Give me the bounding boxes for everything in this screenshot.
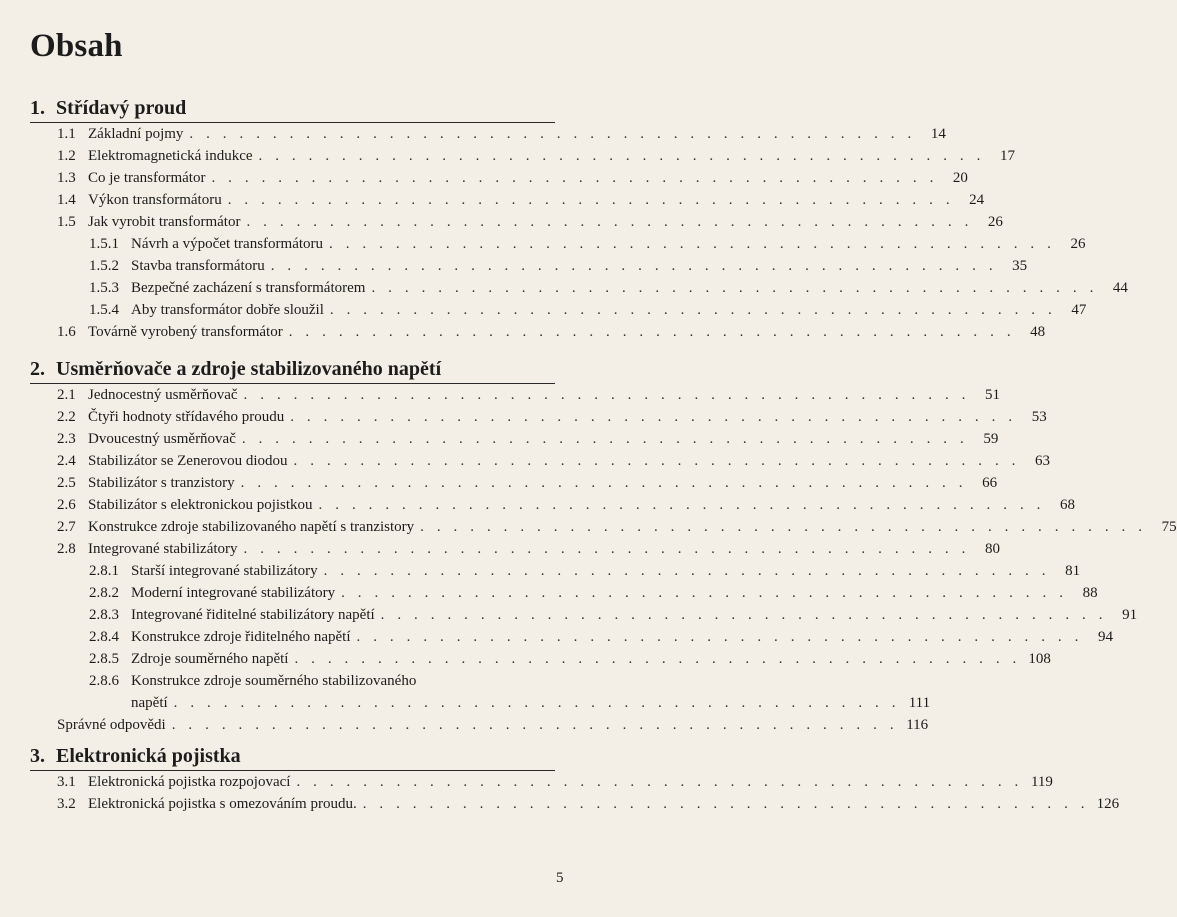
entry-label: Integrované stabilizátory	[88, 541, 238, 557]
dot-leader: . . . . . . . . . . . . . . . . . . . . . . . . . . . . . . . . . . . . . . . . . . . .	[371, 280, 1098, 296]
toc-entry[interactable]	[57, 168, 968, 188]
toc-entry[interactable]	[57, 407, 1047, 427]
toc-entry[interactable]	[89, 278, 1128, 298]
entry-label: Co je transformátor	[88, 170, 206, 186]
entry-number: 1.3	[57, 170, 76, 186]
entry-label: Konstrukce zdroje řiditelného napětí	[131, 629, 351, 645]
entry-page: 53	[1031, 409, 1047, 425]
entry-page: 91	[1122, 607, 1138, 623]
toc-entry[interactable]	[89, 605, 1138, 625]
chapter-rule	[30, 383, 555, 384]
dot-leader: . . . . . . . . . . . . . . . . . . . . . . . . . . . . . . . . . . . . . . . . . . . .	[227, 192, 955, 208]
entry-page: 17	[999, 148, 1015, 164]
chapter-rule	[30, 122, 555, 123]
dot-leader: . . . . . . . . . . . . . . . . . . . . . . . . . . . . . . . . . . . . . . . . . . . .	[290, 409, 1017, 425]
entry-page: 47	[1071, 302, 1087, 318]
entry-page: 63	[1035, 453, 1050, 469]
entry-page: 75	[1161, 519, 1177, 535]
entry-number: 2.8	[57, 541, 76, 557]
toc-entry[interactable]	[57, 124, 946, 144]
entry-page: 81	[1065, 563, 1081, 579]
entry-number: 2.3	[57, 431, 76, 447]
entry-page: 20	[952, 170, 968, 186]
entry-number: 2.4	[57, 453, 76, 469]
entry-label: Elektromagnetická indukce	[88, 148, 253, 164]
chapter-1-heading	[30, 97, 550, 120]
entry-page: 59	[983, 431, 999, 447]
chapter-title: Střídavý proud	[56, 97, 187, 119]
toc-entry[interactable]	[57, 473, 998, 493]
entry-number: 2.8.1	[89, 563, 119, 579]
entry-number: 1.6	[57, 324, 76, 340]
entry-page: 35	[1012, 258, 1028, 274]
dot-leader: . . . . . . . . . . . . . . . . . . . . . . . . . . . . . . . . . . . . . . . . . . . .	[173, 695, 901, 711]
toc-entry[interactable]	[89, 234, 1086, 254]
dot-leader: . . . . . . . . . . . . . . . . . . . . . . . . . . . . . . . . . . . . . . . . . . . .	[211, 170, 938, 186]
entry-number: 2.2	[57, 409, 76, 425]
entry-page: 26	[1070, 236, 1086, 252]
dot-leader: . . . . . . . . . . . . . . . . . . . . . . . . . . . . . . . . . . . . . . . . . . . .	[171, 717, 899, 733]
dot-leader: . . . . . . . . . . . . . . . . . . . . . . . . . . . . . . . . . . . . . . . . . . . .	[293, 453, 1020, 469]
entry-label: Továrně vyrobený transformátor	[88, 324, 283, 340]
toc-entry[interactable]	[57, 190, 985, 210]
entry-label: Stabilizátor s tranzistory	[88, 475, 235, 491]
entry-label: Stabilizátor s elektronickou pojistkou	[88, 497, 313, 513]
toc-entry[interactable]	[57, 495, 1075, 515]
dot-leader: . . . . . . . . . . . . . . . . . . . . . . . . . . . . . . . . . . . . . . . . . . . .	[270, 258, 998, 274]
chapter-number: 1.	[30, 97, 45, 119]
page-number: 5	[556, 870, 564, 886]
dot-leader: . . . . . . . . . . . . . . . . . . . . . . . . . . . . . . . . . . . . . . . . . . . .	[329, 236, 1056, 252]
dot-leader: . . . . . . . . . . . . . . . . . . . . . . . . . . . . . . . . . . . . . . . . . . . .	[243, 541, 970, 557]
entry-label: Bezpečné zacházení s transformátorem	[131, 280, 366, 296]
dot-leader: . . . . . . . . . . . . . . . . . . . . . . . . . . . . . . . . . . . . . . . . . . . .	[380, 607, 1108, 623]
entry-label: Čtyři hodnoty střídavého proudu	[88, 409, 285, 425]
toc-entry[interactable]	[57, 715, 929, 735]
toc-entry[interactable]	[89, 561, 1081, 581]
chapter-title: Usměrňovače a zdroje stabilizovaného napětí	[56, 358, 442, 380]
chapter-number: 2.	[30, 358, 45, 380]
entry-label: Návrh a výpočet transformátoru	[131, 236, 324, 252]
toc-entry-two-line[interactable]	[89, 671, 416, 691]
toc-entry[interactable]	[57, 146, 1015, 166]
toc-entry[interactable]	[57, 772, 1053, 792]
entry-label: Moderní integrované stabilizátory	[131, 585, 336, 601]
entry-number: 2.8.3	[89, 607, 119, 623]
toc-entry[interactable]	[57, 451, 1050, 471]
entry-number: 2.6	[57, 497, 76, 513]
entry-page: 14	[930, 126, 946, 142]
dot-leader: . . . . . . . . . . . . . . . . . . . . . . . . . . . . . . . . . . . . . . . . . . . .	[323, 563, 1051, 579]
entry-page: 66	[982, 475, 998, 491]
entry-label: Integrované řiditelné stabilizátory napětí	[131, 607, 375, 623]
entry-page: 80	[984, 541, 1000, 557]
entry-number: 1.5	[57, 214, 76, 230]
entry-number: 1.5.4	[89, 302, 119, 318]
entry-page: 44	[1112, 280, 1128, 296]
dot-leader: . . . . . . . . . . . . . . . . . . . . . . . . . . . . . . . . . . . . . . . . . . . .	[362, 796, 1090, 812]
toc-entry[interactable]	[89, 627, 1113, 647]
toc-entry[interactable]	[89, 583, 1098, 603]
entry-label: Elektronická pojistka rozpojovací	[88, 774, 291, 790]
entry-number: 2.8.4	[89, 629, 119, 645]
toc-entry[interactable]	[57, 517, 1177, 537]
entry-page: 48	[1030, 324, 1046, 340]
toc-entry[interactable]	[57, 539, 1000, 559]
entry-page: 26	[987, 214, 1003, 230]
toc-entry[interactable]	[57, 212, 1003, 232]
toc-entry[interactable]	[89, 300, 1087, 320]
toc-entry[interactable]	[89, 649, 1051, 669]
entry-page: 68	[1060, 497, 1075, 513]
toc-entry[interactable]	[57, 385, 1000, 405]
entry-page: 116	[906, 717, 929, 733]
entry-number: 3.2	[57, 796, 76, 812]
entry-label: Aby transformátor dobře sloužil	[131, 302, 324, 318]
entry-label: Stavba transformátoru	[131, 258, 265, 274]
entry-number: 1.1	[57, 126, 76, 142]
chapter-number: 3.	[30, 745, 45, 767]
entry-label: Zdroje souměrného napětí	[131, 651, 289, 667]
dot-leader: . . . . . . . . . . . . . . . . . . . . . . . . . . . . . . . . . . . . . . . . . . . .	[329, 302, 1057, 318]
chapter-2-heading	[30, 358, 550, 381]
entry-number: 2.8.6	[89, 673, 119, 689]
entry-label-continuation: napětí	[131, 695, 168, 711]
entry-number: 1.5.3	[89, 280, 119, 296]
toc-entry[interactable]	[89, 256, 1028, 276]
entry-page: 111	[908, 695, 931, 711]
entry-number: 2.5	[57, 475, 76, 491]
dot-leader: . . . . . . . . . . . . . . . . . . . . . . . . . . . . . . . . . . . . . . . . . . . .	[294, 651, 1021, 667]
entry-label: Elektronická pojistka s omezováním proudu.	[88, 796, 357, 812]
entry-label: Dvoucestný usměrňovač	[88, 431, 236, 447]
toc-entry[interactable]	[57, 429, 999, 449]
entry-label: Starší integrované stabilizátory	[131, 563, 318, 579]
dot-leader: . . . . . . . . . . . . . . . . . . . . . . . . . . . . . . . . . . . . . . . . . . . .	[341, 585, 1068, 601]
entry-page: 24	[969, 192, 985, 208]
entry-number: 1.4	[57, 192, 76, 208]
dot-leader: . . . . . . . . . . . . . . . . . . . . . . . . . . . . . . . . . . . . . . . . . . . .	[241, 431, 969, 447]
entry-label: Konstrukce zdroje stabilizovaného napětí s tranzistory	[88, 519, 415, 535]
entry-label: Základní pojmy	[88, 126, 184, 142]
dot-leader: . . . . . . . . . . . . . . . . . . . . . . . . . . . . . . . . . . . . . . . . . . . .	[240, 475, 968, 491]
dot-leader: . . . . . . . . . . . . . . . . . . . . . . . . . . . . . . . . . . . . . . . . . . . .	[258, 148, 985, 164]
toc-entry[interactable]	[57, 794, 1120, 814]
dot-leader: . . . . . . . . . . . . . . . . . . . . . . . . . . . . . . . . . . . . . . . . . . . .	[296, 774, 1023, 790]
toc-entry-continuation[interactable]	[131, 693, 931, 713]
entry-page: 108	[1028, 651, 1051, 667]
entry-number: 2.7	[57, 519, 76, 535]
entry-label: Správné odpovědi	[57, 717, 166, 733]
dot-leader: . . . . . . . . . . . . . . . . . . . . . . . . . . . . . . . . . . . . . . . . . . . .	[189, 126, 916, 142]
chapter-3-heading	[30, 745, 550, 768]
dot-leader: . . . . . . . . . . . . . . . . . . . . . . . . . . . . . . . . . . . . . . . . . . . .	[246, 214, 973, 230]
toc-entry[interactable]	[57, 322, 1046, 342]
chapter-rule	[30, 770, 555, 771]
dot-leader: . . . . . . . . . . . . . . . . . . . . . . . . . . . . . . . . . . . . . . . . . . . .	[356, 629, 1083, 645]
entry-label: Konstrukce zdroje souměrného stabilizovaného	[131, 673, 417, 689]
entry-number: 2.8.2	[89, 585, 119, 601]
entry-page: 126	[1096, 796, 1120, 812]
entry-number: 1.5.1	[89, 236, 119, 252]
dot-leader: . . . . . . . . . . . . . . . . . . . . . . . . . . . . . . . . . . . . . . . . . . . .	[318, 497, 1045, 513]
chapter-title: Elektronická pojistka	[56, 745, 241, 767]
entry-label: Výkon transformátoru	[88, 192, 222, 208]
entry-page: 51	[985, 387, 1000, 403]
entry-page: 94	[1097, 629, 1113, 645]
dot-leader: . . . . . . . . . . . . . . . . . . . . . . . . . . . . . . . . . . . . . . . . . . . .	[420, 519, 1147, 535]
dot-leader: . . . . . . . . . . . . . . . . . . . . . . . . . . . . . . . . . . . . . . . . . . . .	[288, 324, 1016, 340]
entry-number: 2.1	[57, 387, 76, 403]
page-title: Obsah	[30, 28, 123, 64]
entry-label: Stabilizátor se Zenerovou diodou	[88, 453, 288, 469]
entry-page: 88	[1082, 585, 1098, 601]
entry-label: Jak vyrobit transformátor	[88, 214, 241, 230]
entry-number: 2.8.5	[89, 651, 119, 667]
entry-number: 3.1	[57, 774, 76, 790]
dot-leader: . . . . . . . . . . . . . . . . . . . . . . . . . . . . . . . . . . . . . . . . . . . .	[243, 387, 970, 403]
entry-number: 1.2	[57, 148, 76, 164]
entry-number: 1.5.2	[89, 258, 119, 274]
entry-label: Jednocestný usměrňovač	[88, 387, 238, 403]
entry-page: 119	[1030, 774, 1053, 790]
